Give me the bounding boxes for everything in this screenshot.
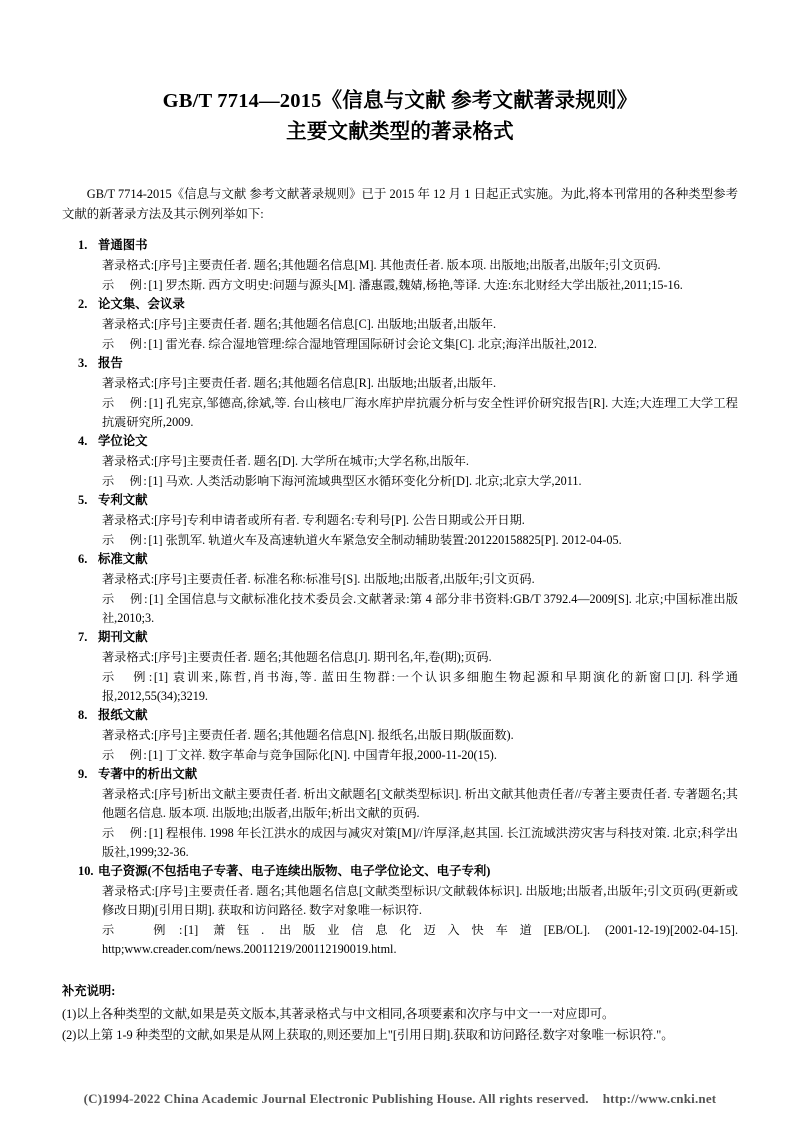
type-heading <box>62 491 738 510</box>
type-number: 9. <box>78 767 88 782</box>
example-text: [1] 萧钰. 出版业信息化迈入快车道[EB/OL]. (2001-12-19)[2002-04-15]. http;www.creader.com/news.20011219/200112190019.html. <box>102 922 738 956</box>
type-name: 报纸文献 <box>98 708 148 723</box>
example-line <box>62 590 738 628</box>
reference-type-item <box>62 550 738 628</box>
type-name: 期刊文献 <box>98 630 148 645</box>
example-line <box>62 921 738 959</box>
page-title-line2: 主要文献类型的著录格式 <box>286 120 514 143</box>
format-text: [序号]析出文献主要责任者. 析出文献题名[文献类型标识]. 析出文献其他责任者//专著主要责任者. 专著题名;其他题名信息. 版本项. 出版地;出版者,出版年;析出文献的页码. <box>102 787 738 821</box>
example-line <box>62 531 738 550</box>
format-text: [序号]主要责任者. 题名;其他题名信息[N]. 报纸名,出版日期(版面数). <box>154 728 514 743</box>
type-name: 报告 <box>98 356 123 371</box>
format-line <box>62 374 738 393</box>
type-number: 3. <box>78 356 88 371</box>
type-heading <box>62 432 738 451</box>
reference-type-item <box>62 628 738 706</box>
type-name: 标准文献 <box>98 552 148 567</box>
type-number: 8. <box>78 708 88 723</box>
example-label: 示 例: <box>102 337 149 352</box>
reference-type-item <box>62 765 738 862</box>
example-line <box>62 824 738 862</box>
example-line <box>62 668 738 706</box>
note-item: (2)以上第 1-9 种类型的文献,如果是从网上获取的,则还要加上"[引用日期].获取和访问路径.数字对象唯一标识符."。 <box>62 1027 674 1042</box>
format-label: 著录格式: <box>102 317 155 332</box>
reference-type-item <box>62 354 738 432</box>
copyright-text: (C)1994-2022 China Academic Journal Electronic Publishing House. All rights reserved. <box>83 1091 589 1106</box>
example-line <box>62 746 738 765</box>
format-label: 著录格式: <box>102 258 155 273</box>
format-label: 著录格式: <box>102 884 155 899</box>
reference-type-item <box>62 491 738 550</box>
reference-type-item <box>62 432 738 491</box>
type-number: 7. <box>78 630 88 645</box>
example-label: 示 例: <box>102 670 154 685</box>
type-number: 1. <box>78 238 88 253</box>
type-heading <box>62 354 738 373</box>
reference-type-item <box>62 862 738 959</box>
format-line <box>62 570 738 589</box>
example-text: [1] 罗杰斯. 西方文明史:问题与源头[M]. 潘惠霞,魏婧,杨艳,等译. 大连:东北财经大学出版社,2011;15-16. <box>148 278 683 293</box>
type-heading <box>62 765 738 784</box>
format-line <box>62 256 738 275</box>
format-text: [序号]主要责任者. 题名[D]. 大学所在城市;大学名称,出版年. <box>154 454 469 469</box>
footer <box>0 1091 800 1107</box>
type-name: 专利文献 <box>98 493 148 508</box>
format-label: 著录格式: <box>102 728 155 743</box>
supplementary-notes <box>62 981 738 1046</box>
type-name: 电子资源(不包括电子专著、电子连续出版物、电子学位论文、电子专利) <box>98 863 491 878</box>
intro-paragraph: GB/T 7714-2015《信息与文献 参考文献著录规则》已于 2015 年 12 月 1 日起正式实施。为此,将本刊常用的各种类型参考文献的新著录方法及其示例列举如下: <box>62 186 738 221</box>
reference-type-item <box>62 295 738 354</box>
format-line <box>62 785 738 823</box>
note-item: (1)以上各种类型的文献,如果是英文版本,其著录格式与中文相同,各项要素和次序与中文一一对应即可。 <box>62 1006 615 1021</box>
format-line <box>62 315 738 334</box>
format-label: 著录格式: <box>102 454 155 469</box>
example-text: [1] 孔宪京,邹德高,徐斌,等. 台山核电厂海水库护岸抗震分析与安全性评价研究报告[R]. 大连;大连理工大学工程抗震研究所,2009. <box>102 396 738 430</box>
page-title <box>62 86 738 148</box>
example-text: [1] 程根伟. 1998 年长江洪水的成因与减灾对策[M]//许厚泽,赵其国. 长江流域洪涝灾害与科技对策. 北京;科学出版社,1999;32-36. <box>102 826 738 859</box>
type-number: 4. <box>78 434 88 449</box>
format-line <box>62 648 738 667</box>
type-number: 10. <box>78 863 94 878</box>
example-text: [1] 全国信息与文献标准化技术委员会.文献著录:第 4 部分非书资料:GB/T 3792.4—2009[S]. 北京;中国标准出版社,2010;3. <box>102 592 738 626</box>
example-label: 示 例: <box>102 278 149 293</box>
reference-type-list <box>62 236 738 959</box>
format-label: 著录格式: <box>102 376 155 391</box>
example-text: [1] 袁训来,陈哲,肖书海,等. 蓝田生物群:一个认识多细胞生物起源和早期演化的新窗口[J]. 科学通报,2012,55(34);3219. <box>102 670 738 704</box>
format-label: 著录格式: <box>102 650 155 665</box>
format-line <box>62 882 738 920</box>
example-line <box>62 472 738 491</box>
format-text: [序号]主要责任者. 题名;其他题名信息[R]. 出版地;出版者,出版年. <box>154 376 497 391</box>
format-text: [序号]主要责任者. 标准名称:标准号[S]. 出版地;出版者,出版年;引文页码. <box>154 572 535 587</box>
format-text: [序号]主要责任者. 题名;其他题名信息[C]. 出版地;出版者,出版年. <box>154 317 497 332</box>
notes-title: 补充说明: <box>62 983 116 998</box>
example-text: [1] 张凯军. 轨道火车及高速轨道火车紧急安全制动辅助装置:201220158825[P]. 2012-04-05. <box>148 533 622 548</box>
type-number: 2. <box>78 297 88 312</box>
format-line <box>62 726 738 745</box>
example-text: [1] 雷光春. 综合湿地管理:综合湿地管理国际研讨会论文集[C]. 北京;海洋出版社,2012. <box>148 337 597 352</box>
example-line <box>62 394 738 432</box>
example-text: [1] 丁文祥. 数字革命与竞争国际化[N]. 中国青年报,2000-11-20(15). <box>148 748 497 763</box>
example-line <box>62 276 738 295</box>
type-heading <box>62 550 738 569</box>
reference-type-item <box>62 706 738 765</box>
type-name: 普通图书 <box>98 238 148 253</box>
type-heading <box>62 236 738 255</box>
example-label: 示 例: <box>102 922 184 937</box>
example-text: [1] 马欢. 人类活动影响下海河流域典型区水循环变化分析[D]. 北京;北京大学,2011. <box>148 474 582 489</box>
page-title-line1: GB/T 7714—2015《信息与文献 参考文献著录规则》 <box>162 90 638 112</box>
type-name: 专著中的析出文献 <box>98 767 198 782</box>
format-label: 著录格式: <box>102 513 155 528</box>
example-label: 示 例: <box>102 826 149 841</box>
format-text: [序号]主要责任者. 题名;其他题名信息[文献类型标识/文献载体标识]. 出版地;出版者,出版年;引文页码(更新或修改日期)[引用日期]. 获取和访问路径. 数字对象唯一标识符. <box>102 884 738 918</box>
type-name: 论文集、会议录 <box>98 297 185 312</box>
example-label: 示 例: <box>102 474 149 489</box>
example-label: 示 例: <box>102 396 149 411</box>
format-label: 著录格式: <box>102 572 155 587</box>
example-line <box>62 335 738 354</box>
example-label: 示 例: <box>102 748 149 763</box>
format-label: 著录格式: <box>102 787 155 802</box>
example-label: 示 例: <box>102 533 149 548</box>
type-number: 6. <box>78 552 88 567</box>
format-text: [序号]主要责任者. 题名;其他题名信息[M]. 其他责任者. 版本项. 出版地;出版者,出版年;引文页码. <box>154 258 661 273</box>
type-name: 学位论文 <box>98 434 148 449</box>
type-heading <box>62 628 738 647</box>
example-label: 示 例: <box>102 592 150 607</box>
footer-url[interactable]: http://www.cnki.net <box>602 1091 717 1106</box>
format-line <box>62 452 738 471</box>
type-number: 5. <box>78 493 88 508</box>
type-heading <box>62 706 738 725</box>
format-text: [序号]专利申请者或所有者. 专利题名:专利号[P]. 公告日期或公开日期. <box>154 513 525 528</box>
format-text: [序号]主要责任者. 题名;其他题名信息[J]. 期刊名,年,卷(期);页码. <box>154 650 492 665</box>
type-heading <box>62 295 738 314</box>
reference-type-item <box>62 236 738 295</box>
format-line <box>62 511 738 530</box>
type-heading <box>62 862 738 881</box>
